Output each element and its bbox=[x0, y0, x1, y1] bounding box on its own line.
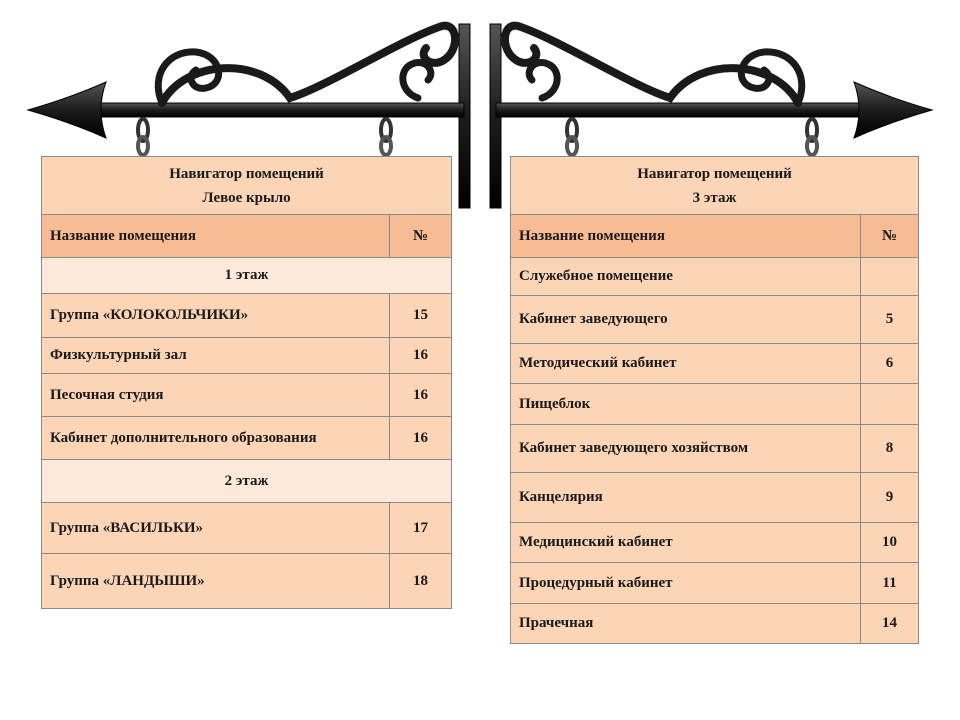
room-number: 8 bbox=[861, 425, 919, 473]
right-navigator-sign bbox=[510, 156, 919, 644]
right-sign-title bbox=[511, 157, 919, 215]
table-row bbox=[42, 503, 452, 554]
room-name: Группа «ВАСИЛЬКИ» bbox=[42, 503, 390, 554]
left-col-num-header: № bbox=[390, 215, 452, 258]
room-number: 15 bbox=[390, 294, 452, 338]
table-row bbox=[511, 563, 919, 604]
room-number: 16 bbox=[390, 338, 452, 374]
left-navigator-sign bbox=[41, 156, 452, 609]
room-name: Кабинет дополнительного образования bbox=[42, 417, 390, 460]
left-floor-row bbox=[42, 460, 452, 503]
table-row bbox=[511, 296, 919, 344]
left-sign-title-line2: Левое крыло bbox=[202, 189, 291, 206]
room-name: Прачечная bbox=[511, 604, 861, 644]
table-row bbox=[42, 554, 452, 609]
table-row bbox=[511, 604, 919, 644]
room-name: Канцелярия bbox=[511, 473, 861, 523]
left-hook-2 bbox=[381, 119, 391, 155]
left-col-name-header: Название помещения bbox=[42, 215, 390, 258]
right-sign-title-line1: Навигатор помещений bbox=[637, 165, 792, 182]
room-number: 18 bbox=[390, 554, 452, 609]
left-floor-row bbox=[42, 258, 452, 294]
table-row bbox=[42, 374, 452, 417]
table-row bbox=[511, 258, 919, 296]
table-row bbox=[511, 473, 919, 523]
table-row bbox=[42, 417, 452, 460]
room-number: 17 bbox=[390, 503, 452, 554]
table-row bbox=[511, 384, 919, 425]
table-row bbox=[511, 523, 919, 563]
room-number: 5 bbox=[861, 296, 919, 344]
room-name: Группа «ЛАНДЫШИ» bbox=[42, 554, 390, 609]
right-sign-header-row bbox=[511, 215, 919, 258]
table-row bbox=[42, 338, 452, 374]
room-number bbox=[861, 384, 919, 425]
room-name: Методический кабинет bbox=[511, 344, 861, 384]
left-inner-curl bbox=[403, 63, 431, 98]
room-number: 10 bbox=[861, 523, 919, 563]
room-name: Кабинет заведующего bbox=[511, 296, 861, 344]
room-number: 9 bbox=[861, 473, 919, 523]
room-number: 14 bbox=[861, 604, 919, 644]
room-number: 16 bbox=[390, 417, 452, 460]
room-number: 16 bbox=[390, 374, 452, 417]
room-name: Служебное помещение bbox=[511, 258, 861, 296]
right-sign-title-row bbox=[511, 157, 919, 215]
room-name: Группа «КОЛОКОЛЬЧИКИ» bbox=[42, 294, 390, 338]
left-sign-title-row bbox=[42, 157, 452, 215]
room-name: Пищеблок bbox=[511, 384, 861, 425]
left-sign-header-row bbox=[42, 215, 452, 258]
room-name: Кабинет заведующего хозяйством bbox=[511, 425, 861, 473]
left-arrowhead-icon bbox=[28, 82, 106, 138]
right-sign-title-line2: 3 этаж bbox=[692, 189, 737, 206]
table-row bbox=[511, 425, 919, 473]
left-sign-title bbox=[42, 157, 452, 215]
right-col-name-header: Название помещения bbox=[511, 215, 861, 258]
left-horizontal-bar bbox=[92, 103, 464, 117]
right-horizontal-bar bbox=[496, 103, 868, 117]
room-name: Физкультурный зал bbox=[42, 338, 390, 374]
room-number: 6 bbox=[861, 344, 919, 384]
room-name: Медицинский кабинет bbox=[511, 523, 861, 563]
room-name: Процедурный кабинет bbox=[511, 563, 861, 604]
right-hook-1 bbox=[807, 119, 817, 155]
room-number bbox=[861, 258, 919, 296]
room-number: 11 bbox=[861, 563, 919, 604]
left-sign-title-line1: Навигатор помещений bbox=[169, 165, 324, 182]
room-name: Песочная студия bbox=[42, 374, 390, 417]
floor-label: 1 этаж bbox=[42, 258, 452, 294]
right-col-num-header: № bbox=[861, 215, 919, 258]
right-hook-2 bbox=[567, 119, 577, 155]
left-hook-1 bbox=[138, 119, 148, 155]
right-arrowhead-icon bbox=[854, 82, 932, 138]
table-row bbox=[42, 294, 452, 338]
right-inner-curl bbox=[529, 63, 557, 98]
floor-label: 2 этаж bbox=[42, 460, 452, 503]
table-row bbox=[511, 344, 919, 384]
